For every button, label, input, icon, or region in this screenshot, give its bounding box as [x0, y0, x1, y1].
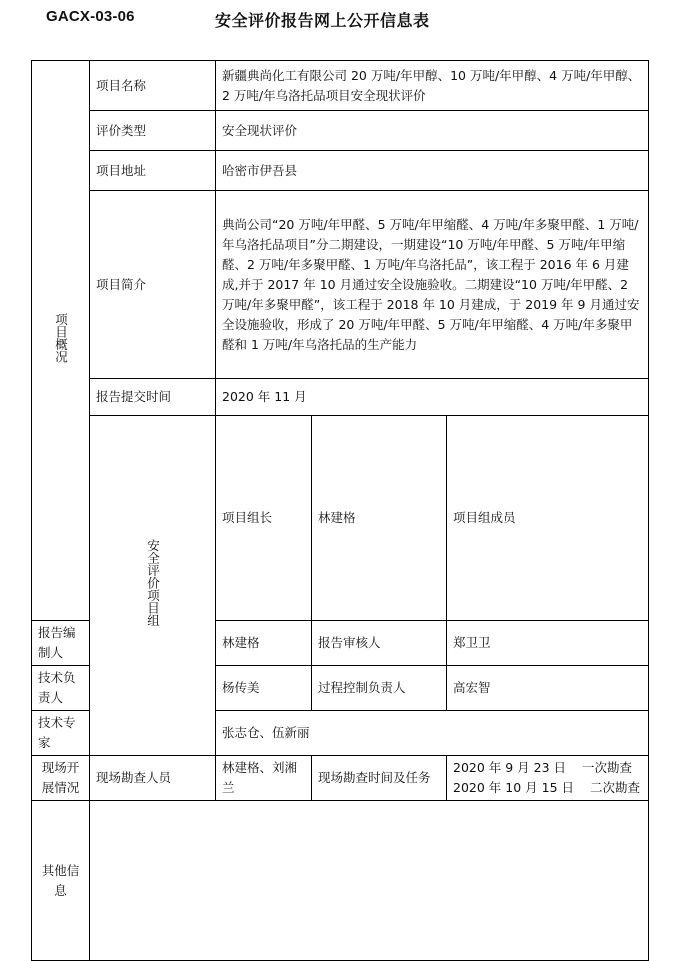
info-table	[31, 60, 649, 961]
visit-1	[453, 758, 642, 778]
visit-1-task: 一次勘查	[582, 760, 633, 775]
reviewer-value: 郑卫卫	[447, 621, 649, 666]
visit-2-date: 2020 年 10 月 15 日	[453, 780, 574, 795]
section-overview-label: 项目概况	[53, 312, 69, 363]
row-eval-type	[32, 111, 649, 151]
site-time-value	[447, 756, 649, 801]
tech-label: 技术负责人	[32, 666, 90, 711]
writer-label: 报告编制人	[32, 621, 90, 666]
address-value: 哈密市伊吾县	[216, 151, 649, 191]
site-staff-label: 现场勘查人员	[90, 756, 216, 801]
row-address	[32, 151, 649, 191]
process-label: 过程控制负责人	[312, 666, 447, 711]
project-name-label: 项目名称	[90, 61, 216, 111]
row-site	[32, 756, 649, 801]
document-code: GACX-03-06	[46, 8, 135, 25]
leader-value: 林建格	[312, 416, 447, 621]
visit-2-task: 二次勘查	[590, 780, 641, 795]
leader-label: 项目组长	[216, 416, 312, 621]
expert-label: 技术专家	[32, 711, 90, 756]
row-leader	[32, 416, 649, 621]
page-title: 安全评价报告网上公开信息表	[215, 11, 430, 30]
intro-label: 项目简介	[90, 191, 216, 379]
reviewer-label: 报告审核人	[312, 621, 447, 666]
writer-value: 林建格	[216, 621, 312, 666]
submit-time-label: 报告提交时间	[90, 379, 216, 416]
row-project-name	[32, 61, 649, 111]
address-label: 项目地址	[90, 151, 216, 191]
eval-type-label: 评价类型	[90, 111, 216, 151]
section-other: 其他信息	[32, 801, 90, 961]
tech-value: 杨传美	[216, 666, 312, 711]
section-team-label: 安全评价项目组	[145, 538, 161, 627]
process-value: 高宏智	[447, 666, 649, 711]
site-staff-value: 林建格、刘湘兰	[216, 756, 312, 801]
other-content	[90, 801, 649, 961]
section-overview	[32, 61, 90, 621]
site-time-label: 现场勘查时间及任务	[312, 756, 447, 801]
expert-value: 张志仓、伍新丽	[216, 711, 649, 756]
intro-value: 典尚公司“20 万吨/年甲醛、5 万吨/年甲缩醛、4 万吨/年多聚甲醛、1 万吨/年乌洛托品项目”分二期建设，一期建设“10 万吨/年甲醛、5 万吨/年甲缩醛、2 万吨/年多聚甲醛、1 万吨/年乌洛托品”，该工程于 2016 年 6 月建成,并于 2017 年 10 月通过安全设施验收。二期建设“10 万吨/年甲醛、2 万吨/年多聚甲醛”，该工程于 2018 年 10 月建成，于 2019 年 9 月通过安全设施验收，形成了 20 万吨/年甲醛、5 万吨/年甲缩醛、4 万吨/年多聚甲醛和 1 万吨/年乌洛托品的生产能力	[216, 191, 649, 379]
submit-time-value: 2020 年 11 月	[216, 379, 649, 416]
visit-1-date: 2020 年 9 月 23 日	[453, 760, 567, 775]
row-intro	[32, 191, 649, 379]
row-submit-time	[32, 379, 649, 416]
members-label: 项目组成员	[447, 416, 649, 621]
eval-type-value: 安全现状评价	[216, 111, 649, 151]
section-site: 现场开展情况	[32, 756, 90, 801]
project-name-value: 新疆典尚化工有限公司 20 万吨/年甲醇、10 万吨/年甲醇、4 万吨/年甲醇、2 万吨/年乌洛托品项目安全现状评价	[216, 61, 649, 111]
section-team	[90, 416, 216, 756]
visit-2	[453, 778, 642, 798]
row-other	[32, 801, 649, 961]
